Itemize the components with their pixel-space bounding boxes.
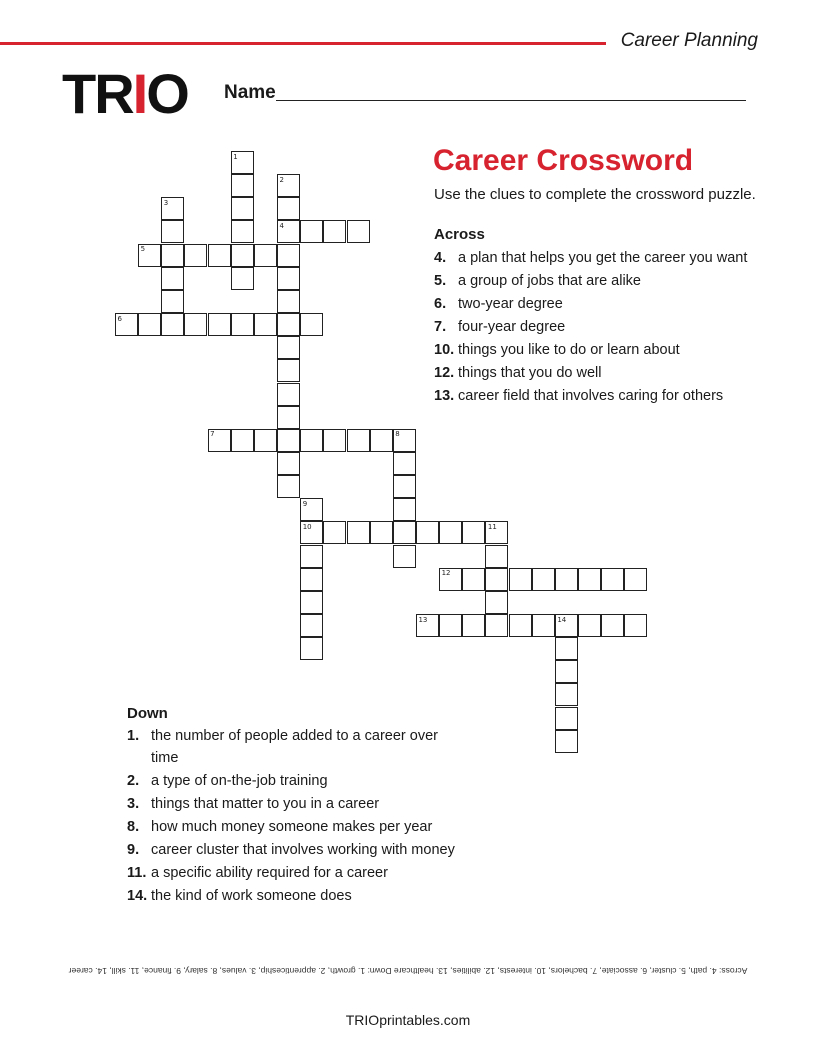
crossword-cell[interactable] <box>231 429 254 452</box>
clue-item <box>434 316 774 339</box>
clue-item <box>127 817 457 839</box>
crossword-cell[interactable] <box>300 591 323 614</box>
clue-item <box>127 726 457 769</box>
crossword-cell[interactable] <box>161 290 184 313</box>
crossword-cell[interactable] <box>462 568 485 591</box>
trio-logo <box>62 62 188 125</box>
crossword-cell[interactable] <box>277 313 300 336</box>
clue-item <box>434 385 774 408</box>
document-category: Career Planning <box>620 30 758 51</box>
clue-item <box>434 247 774 270</box>
crossword-cell[interactable] <box>555 683 578 706</box>
logo-text-right: O <box>146 62 188 125</box>
clue-number: 2. <box>127 772 140 789</box>
answer-key: Across: 4. path, 5. cluster, 6. associate, 7. bachelors, 10. interests, 12. abilities, 13. healthcare Down: 1. growth, 2. apprenticeship, 3. values, 8. salary, 9. finance, 11. skill, 14. career <box>68 966 748 976</box>
clue-item <box>127 794 457 816</box>
clue-number: 12. <box>434 365 455 381</box>
clue-number: 9. <box>127 841 140 858</box>
clue-text: four-year degree <box>458 319 566 335</box>
crossword-cell[interactable] <box>277 336 300 359</box>
down-clues <box>127 705 457 909</box>
across-clues <box>434 226 774 408</box>
clue-number-label: 14 <box>557 615 567 624</box>
clue-number: 3. <box>127 795 140 812</box>
crossword-cell[interactable] <box>161 244 184 267</box>
clue-text: how much money someone makes per year <box>151 818 433 835</box>
crossword-cell[interactable] <box>509 568 532 591</box>
crossword-cell[interactable] <box>485 545 508 568</box>
crossword-cell[interactable] <box>485 568 508 591</box>
crossword-cell[interactable] <box>300 568 323 591</box>
crossword-cell[interactable] <box>208 313 231 336</box>
crossword-cell[interactable] <box>184 313 207 336</box>
clue-text: the number of people added to a career over time <box>151 728 438 766</box>
crossword-cell[interactable] <box>555 637 578 660</box>
crossword-cell[interactable] <box>462 614 485 637</box>
clue-text: career cluster that involves working with money <box>151 841 455 858</box>
crossword-cell[interactable] <box>161 313 184 336</box>
footer-url: TRIOprintables.com <box>345 1012 471 1028</box>
name-label: Name <box>224 82 276 103</box>
crossword-cell[interactable] <box>161 267 184 290</box>
crossword-cell[interactable] <box>532 568 555 591</box>
crossword-cell[interactable] <box>277 244 300 267</box>
clue-number: 7. <box>434 319 447 335</box>
clue-text: a type of on-the-job training <box>151 772 328 789</box>
header-rule <box>0 42 606 45</box>
clue-number-label: 6 <box>117 314 122 323</box>
clue-number-label: 9 <box>302 499 308 508</box>
crossword-cell[interactable] <box>184 244 207 267</box>
crossword-cell[interactable] <box>161 220 184 243</box>
crossword-cell[interactable] <box>231 313 254 336</box>
crossword-cell[interactable] <box>323 429 346 452</box>
crossword-cell[interactable] <box>485 614 508 637</box>
logo-text-accent: I <box>132 62 147 125</box>
crossword-cell[interactable] <box>439 614 462 637</box>
crossword-cell[interactable] <box>393 452 416 475</box>
crossword-cell[interactable] <box>347 429 370 452</box>
crossword-cell[interactable] <box>277 290 300 313</box>
crossword-cell[interactable] <box>439 521 462 544</box>
crossword-cell[interactable] <box>393 498 416 521</box>
clue-number: 14. <box>127 887 148 904</box>
crossword-cell[interactable] <box>393 545 416 568</box>
clue-number-label: 3 <box>163 198 169 207</box>
clue-item <box>434 362 774 385</box>
clue-number-label: 8 <box>395 430 400 439</box>
crossword-cell[interactable] <box>231 220 254 243</box>
crossword-cell[interactable] <box>231 267 254 290</box>
clue-number-label: 10 <box>302 522 312 531</box>
across-clue-list <box>434 247 774 408</box>
crossword-cell[interactable] <box>624 614 647 637</box>
clue-number-label: 4 <box>279 221 285 230</box>
crossword-cell[interactable] <box>416 521 439 544</box>
crossword-cell[interactable] <box>578 614 601 637</box>
clue-text: career field that involves caring for others <box>458 388 724 404</box>
crossword-cell[interactable] <box>323 521 346 544</box>
crossword-cell[interactable] <box>532 614 555 637</box>
crossword-cell[interactable] <box>277 359 300 382</box>
clue-number: 10. <box>434 342 455 358</box>
crossword-cell[interactable] <box>624 568 647 591</box>
crossword-cell[interactable] <box>231 174 254 197</box>
crossword-cell[interactable] <box>300 313 323 336</box>
clue-number-label: 2 <box>279 175 285 184</box>
crossword-cell[interactable] <box>277 475 300 498</box>
clue-number: 6. <box>434 296 447 312</box>
clue-text: a group of jobs that are alike <box>458 273 641 289</box>
instructions: Use the clues to complete the crossword puzzle. <box>434 186 756 203</box>
down-heading: Down <box>127 705 168 722</box>
crossword-cell[interactable] <box>555 707 578 730</box>
crossword-cell[interactable] <box>555 730 578 753</box>
crossword-cell[interactable] <box>254 429 277 452</box>
page-title: Career Crossword <box>433 144 694 177</box>
across-heading: Across <box>434 226 485 243</box>
clue-number: 11. <box>127 864 147 881</box>
crossword-cell[interactable] <box>277 429 300 452</box>
clue-number-label: 7 <box>210 430 215 439</box>
logo-text-left: TR <box>62 62 133 125</box>
clue-item <box>127 863 457 885</box>
crossword-cell[interactable] <box>277 452 300 475</box>
clue-text: things that you do well <box>458 365 602 381</box>
clue-item <box>127 840 457 862</box>
clue-number-label: 13 <box>418 615 428 624</box>
crossword-cell[interactable] <box>555 568 578 591</box>
crossword-cell[interactable] <box>300 429 323 452</box>
crossword-cell[interactable] <box>277 406 300 429</box>
crossword-cell[interactable] <box>277 197 300 220</box>
crossword-cell[interactable] <box>300 545 323 568</box>
clue-number-label: 12 <box>441 569 451 578</box>
clue-number: 1. <box>127 728 140 744</box>
clue-item <box>434 293 774 316</box>
clue-text: things that matter to you in a career <box>151 795 380 812</box>
crossword-cell[interactable] <box>300 220 323 243</box>
crossword-cell[interactable] <box>231 197 254 220</box>
crossword-cell[interactable] <box>370 429 393 452</box>
clue-number-label: 1 <box>233 152 238 161</box>
crossword-cell[interactable] <box>300 637 323 660</box>
clue-item <box>127 771 457 793</box>
clue-number-label: 5 <box>140 245 146 254</box>
crossword-cell[interactable] <box>254 244 277 267</box>
crossword-cell[interactable] <box>578 568 601 591</box>
crossword-cell[interactable] <box>393 475 416 498</box>
clue-item <box>127 886 457 908</box>
crossword-cell[interactable] <box>231 244 254 267</box>
crossword-cell[interactable] <box>277 383 300 406</box>
crossword-cell[interactable] <box>347 220 370 243</box>
crossword-cell[interactable] <box>509 614 532 637</box>
crossword-cell[interactable] <box>323 220 346 243</box>
clue-text: a specific ability required for a career <box>151 864 388 881</box>
name-input-line[interactable] <box>276 100 746 101</box>
clue-text: things you like to do or learn about <box>458 342 680 358</box>
crossword-cell[interactable] <box>300 614 323 637</box>
crossword-cell[interactable] <box>370 521 393 544</box>
clue-text: two-year degree <box>458 296 563 312</box>
down-clue-list <box>127 726 457 907</box>
crossword-cell[interactable] <box>601 568 624 591</box>
clue-item <box>434 270 774 293</box>
crossword-cell[interactable] <box>462 521 485 544</box>
clue-text: the kind of work someone does <box>151 887 352 904</box>
crossword-cell[interactable] <box>555 660 578 683</box>
crossword-cell[interactable] <box>393 521 416 544</box>
crossword-cell[interactable] <box>254 313 277 336</box>
crossword-cell[interactable] <box>601 614 624 637</box>
clue-number: 13. <box>434 388 455 404</box>
clue-item <box>434 339 774 362</box>
clue-text: a plan that helps you get the career you want <box>458 250 748 266</box>
crossword-cell[interactable] <box>138 313 161 336</box>
crossword-cell[interactable] <box>208 244 231 267</box>
clue-number: 5. <box>434 273 447 289</box>
clue-number-label: 11 <box>487 522 497 531</box>
clue-number: 4. <box>434 250 447 266</box>
clue-number: 8. <box>127 818 140 835</box>
crossword-cell[interactable] <box>485 591 508 614</box>
crossword-cell[interactable] <box>347 521 370 544</box>
crossword-cell[interactable] <box>277 267 300 290</box>
